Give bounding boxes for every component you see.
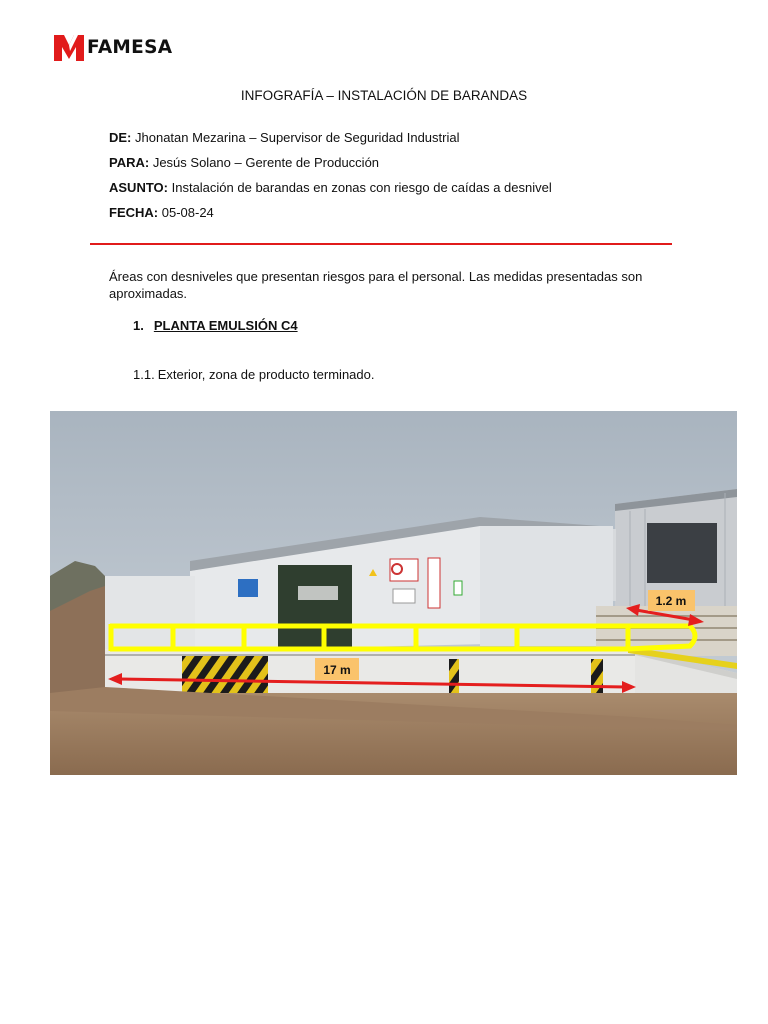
- memo-subject: [109, 180, 552, 195]
- document-title: INFOGRAFÍA – INSTALACIÓN DE BARANDAS: [240, 88, 528, 103]
- hazard-stripes: [182, 656, 268, 696]
- section-heading: [133, 318, 298, 333]
- memo-to: [109, 155, 379, 170]
- memo-date-value: 05-08-24: [161, 205, 214, 220]
- header-divider: [90, 243, 672, 245]
- subsection-number: 1.1.: [133, 367, 155, 382]
- memo-to-label: PARA:: [109, 155, 150, 170]
- warehouse-loading-dock-photo: [50, 411, 737, 775]
- subsection-title: Exterior, zona de producto terminado.: [157, 367, 375, 382]
- memo-date-label: FECHA:: [109, 205, 159, 220]
- section-number: 1.: [133, 318, 144, 333]
- measure-label-short: 1.2 m: [655, 594, 687, 608]
- memo-to-value: Jesús Solano – Gerente de Producción: [152, 155, 380, 170]
- intro-paragraph: Áreas con desniveles que presentan riesgos para el personal. Las medidas presentadas son aproximadas.: [109, 269, 643, 301]
- memo-subject-value: Instalación de barandas en zonas con riesgo de caídas a desnivel: [171, 180, 552, 195]
- warehouse-door: [278, 565, 352, 650]
- memo-from: [109, 130, 460, 145]
- memo-subject-label: ASUNTO:: [109, 180, 168, 195]
- section-title: PLANTA EMULSIÓN C4: [153, 318, 298, 333]
- subsection-heading: [133, 367, 374, 382]
- famesa-logo: [54, 33, 172, 61]
- famesa-logo-icon: [54, 33, 84, 61]
- memo-date: [109, 205, 214, 220]
- memo-from-value: Jhonatan Mezarina – Supervisor de Seguridad Industrial: [135, 130, 460, 145]
- famesa-logo-text: FAMESA: [87, 36, 173, 58]
- measure-label-long: 17 m: [323, 663, 351, 677]
- memo-from-label: DE:: [109, 130, 132, 145]
